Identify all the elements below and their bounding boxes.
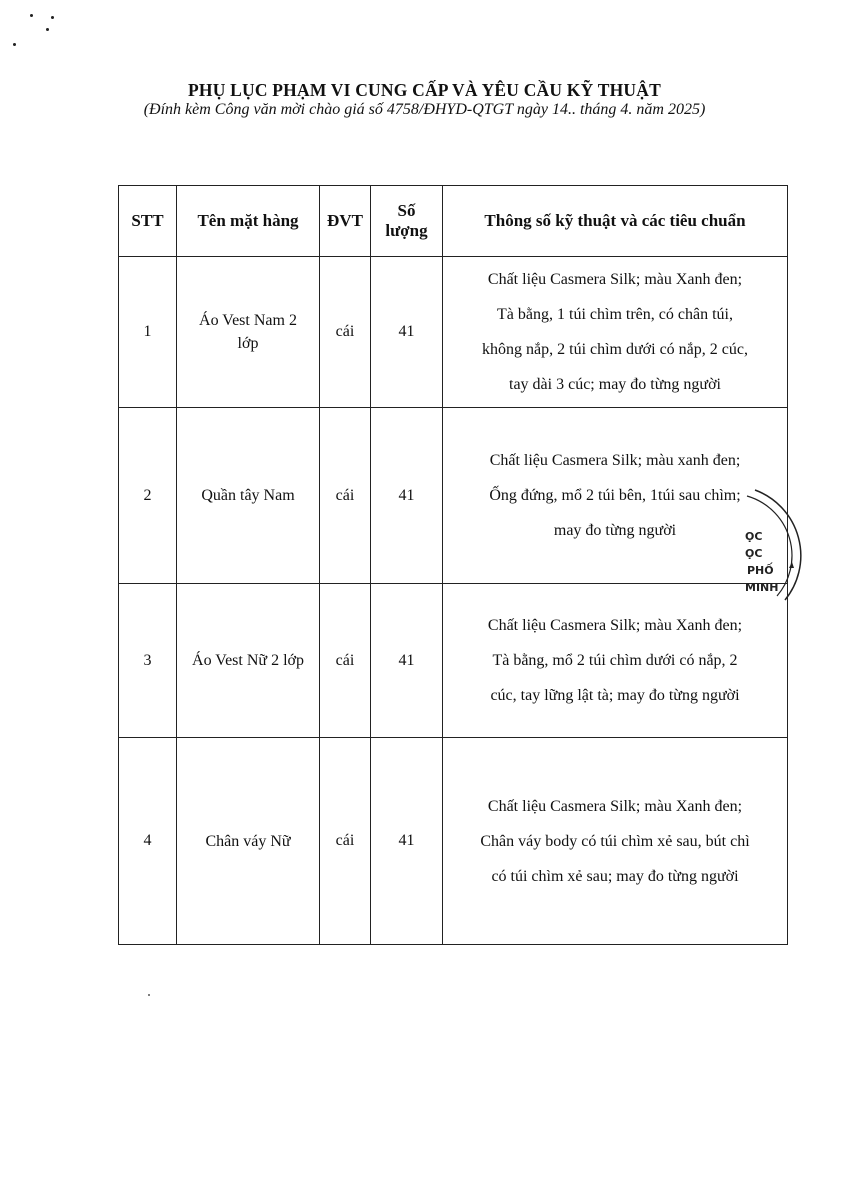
doc-day: 14 bbox=[551, 101, 568, 118]
spec-line: Chất liệu Casmera Silk; màu xanh đen; bbox=[489, 452, 741, 469]
cell-stt: 3 bbox=[119, 584, 177, 738]
stamp-text: MINH bbox=[745, 581, 779, 594]
cell-spec bbox=[443, 584, 788, 738]
cell-name bbox=[177, 257, 320, 408]
cell-name: Quần tây Nam bbox=[177, 408, 320, 584]
stamp-text: ỌC bbox=[745, 547, 763, 560]
document-title: PHỤ LỤC PHẠM VI CUNG CẤP VÀ YÊU CẦU KỸ THUẬT bbox=[188, 80, 661, 100]
cell-stt: 1 bbox=[119, 257, 177, 408]
table-row bbox=[119, 738, 788, 945]
table-header-row bbox=[119, 186, 788, 257]
header-spec: Thông số kỹ thuật và các tiêu chuẩn bbox=[443, 186, 788, 257]
scan-speck bbox=[46, 28, 49, 31]
table-row bbox=[119, 257, 788, 408]
cell-unit: cái bbox=[320, 408, 371, 584]
cell-qty: 41 bbox=[371, 584, 443, 738]
spec-line: Chất liệu Casmera Silk; màu Xanh đen; bbox=[487, 797, 743, 815]
cell-unit: cái bbox=[320, 584, 371, 738]
spec-line: có túi chìm xẻ sau; may đo từng người bbox=[491, 867, 739, 885]
spec-line: Tà bằng, mổ 2 túi chìm dưới có nắp, 2 bbox=[492, 652, 738, 669]
spec-line: tay dài 3 cúc; may đo từng người bbox=[509, 376, 721, 393]
cell-spec bbox=[443, 257, 788, 408]
cell-name: Áo Vest Nữ 2 lớp bbox=[177, 584, 320, 738]
scan-speck bbox=[30, 14, 33, 17]
cell-unit: cái bbox=[320, 738, 371, 945]
spec-table bbox=[118, 185, 788, 945]
spec-line: Chất liệu Casmera Silk; màu Xanh đen; bbox=[487, 617, 743, 634]
cell-qty: 41 bbox=[371, 408, 443, 584]
subtitle-middle: /ĐHYD-QTGT ngày bbox=[418, 101, 552, 118]
header-unit: ĐVT bbox=[320, 186, 371, 257]
cell-name: Chân váy Nữ bbox=[177, 738, 320, 945]
cell-name-line1: Áo Vest Nam 2 bbox=[199, 312, 297, 329]
cell-spec bbox=[443, 738, 788, 945]
cell-qty: 41 bbox=[371, 257, 443, 408]
scan-speck bbox=[51, 16, 54, 19]
header-qty bbox=[371, 186, 443, 257]
cell-qty: 41 bbox=[371, 738, 443, 945]
header-qty-line2: lượng bbox=[385, 221, 428, 240]
stamp-text: ỌC bbox=[745, 530, 763, 543]
scan-speck bbox=[148, 994, 150, 996]
doc-month: 4 bbox=[620, 101, 629, 118]
cell-spec bbox=[443, 408, 788, 584]
spec-line: Chất liệu Casmera Silk; màu Xanh đen; bbox=[487, 271, 743, 288]
header-stt: STT bbox=[119, 186, 177, 257]
spec-line: may đo từng người bbox=[553, 522, 677, 539]
subtitle-suffix: . năm 2025) bbox=[628, 101, 706, 118]
cell-stt: 2 bbox=[119, 408, 177, 584]
cell-stt: 4 bbox=[119, 738, 177, 945]
spec-line: cúc, tay lững lật tà; may đo từng người bbox=[490, 687, 740, 704]
subtitle-prefix: (Đính kèm Công văn mời chào giá số bbox=[143, 101, 387, 118]
scan-speck bbox=[13, 43, 16, 46]
spec-line: Tà bằng, 1 túi chìm trên, có chân túi, bbox=[497, 306, 733, 323]
spec-line: không nắp, 2 túi chìm dưới có nắp, 2 cúc, bbox=[482, 341, 748, 358]
cell-name-line2: lớp bbox=[237, 335, 259, 352]
header-qty-line1: Số bbox=[397, 201, 416, 220]
table-row bbox=[119, 584, 788, 738]
spec-line: Chân váy body có túi chìm xẻ sau, bút chì bbox=[480, 832, 750, 850]
subtitle-month-label: .. tháng bbox=[567, 101, 621, 118]
table-row bbox=[119, 408, 788, 584]
document-subtitle bbox=[0, 101, 849, 119]
stamp-text: PHỐ bbox=[747, 564, 774, 577]
spec-line: Ống đứng, mổ 2 túi bên, 1túi sau chìm; bbox=[489, 487, 741, 504]
doc-number: 4758 bbox=[386, 101, 419, 118]
cell-unit: cái bbox=[320, 257, 371, 408]
header-name: Tên mặt hàng bbox=[177, 186, 320, 257]
